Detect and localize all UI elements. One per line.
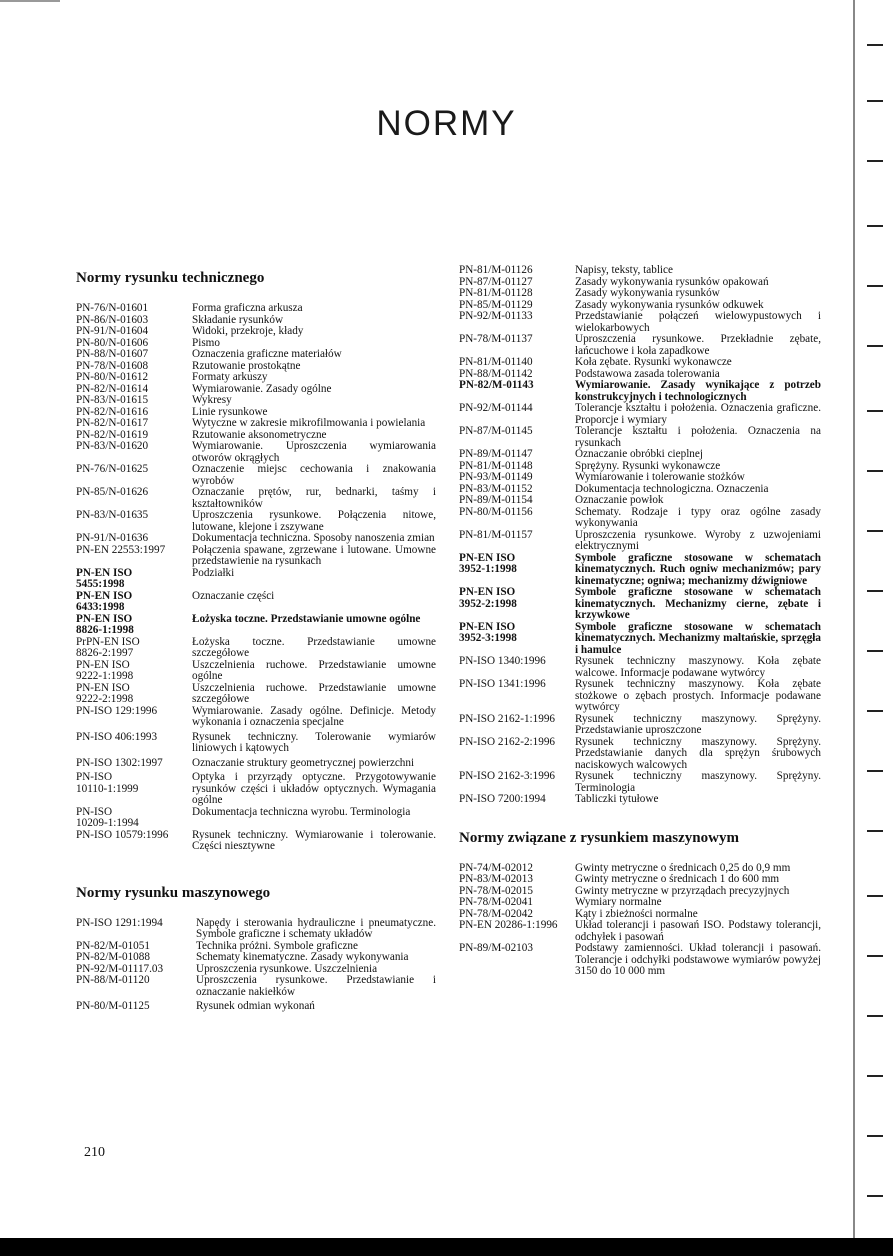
standard-description: Schematy. Rodzaje i typy oraz ogólne zasady wykonywania [575,505,821,529]
standard-entry [76,303,436,315]
standard-description: Forma graficzna arkusza [192,302,303,314]
standard-entry [459,897,821,909]
standard-description: Połączenia spawane, zgrzewane i lutowane. Umowne przedstawienie na rysunkach [192,543,436,567]
standard-code: PN-87/M-01145 [459,425,533,437]
standard-code: PN-ISO 2162-3:1996 [459,770,556,782]
standard-code: PN-ISO 2162-2:1996 [459,735,556,748]
standard-description: Wymiarowanie. Zasady ogólne [192,382,332,395]
standard-description: Łożyska toczne. Przedstawianie umowne ogólne [192,612,421,625]
standard-code: PN-83/N-01615 [76,394,149,406]
standard-entry [459,737,821,772]
standard-entry [459,357,821,369]
standard-code: PN-EN ISO 3952-3:1998 [459,620,517,644]
standard-entry [76,807,436,830]
edge-mark [867,410,883,412]
standard-entry [459,794,821,806]
standard-description: Napędy i sterowania hydrauliczne i pneumatyczne. Symbole graficzne i schematy układów [196,916,436,940]
standard-entry [76,568,436,591]
standard-code: PN-82/N-01616 [76,405,149,418]
standard-description: Gwinty metryczne o średnicach 1 do 600 mm [575,873,780,885]
standard-description: Widoki, przekroje, kłady [192,325,304,337]
standard-description: Zasady wykonywania rysunków odkuwek [575,298,764,311]
standard-entry [76,349,436,361]
standard-description: Składanie rysunków [192,313,284,326]
standard-description: Rysunek techniczny maszynowy. Koła zębate walcowe. Informacje podawane wytwórcy [575,655,821,679]
standard-code: PN-81/M-01128 [459,287,533,299]
related-standards-list [459,863,821,978]
standard-description: Koła zębate. Rysunki wykonawcze [575,356,732,368]
standard-code: PN-ISO 129:1996 [76,704,158,717]
standard-description: Gwinty metryczne o średnicach 0,25 do 0,9 mm [575,861,791,874]
standard-description: Wymiarowanie. Zasady ogólne. Definicje. Metody wykonania i oznaczenia specjalne [192,704,436,728]
edge-mark [867,1135,883,1137]
standard-entry [76,975,436,998]
edge-mark [867,225,883,227]
edge-mark [867,1075,883,1077]
scan-edge-marks [853,0,893,1256]
standard-entry [459,587,821,622]
standard-description: Pismo [192,336,220,349]
standard-code: PN-78/M-02041 [459,896,533,908]
standard-code: PN-82/M-01088 [76,951,150,963]
standard-description: Zasady wykonywania rysunków [575,287,720,299]
standard-description: Wymiarowanie. Uproszczenia wymiarowania otworów okrągłych [192,440,436,464]
standard-entry [459,530,821,553]
standard-code: PN-81/M-01157 [459,528,533,541]
standard-description: Uproszczenia rysunkowe. Wyroby z uzwojeniami elektrycznymi [575,528,821,552]
standard-entry [76,441,436,464]
edge-mark [867,895,883,897]
standard-code: PN-91/N-01636 [76,532,149,544]
standard-code: PN-93/M-01149 [459,471,533,483]
standard-description: Oznaczanie struktury geometrycznej powierzchni [192,756,415,769]
edge-mark [867,1015,883,1017]
left-column [76,270,436,1013]
right-column [459,265,821,978]
edge-mark [867,770,883,772]
edge-mark [867,530,883,532]
scan-top-edge [0,0,60,2]
standard-code: PN-92/M-01133 [459,310,533,322]
edge-mark [867,830,883,832]
standard-description: Tolerancje kształtu i położenia. Oznaczenia graficzne. Proporcje i wymiary [575,402,821,426]
machine-drawing-list-continued [459,265,821,806]
standard-description: Uproszczenia rysunkowe. Połączenia nitowe, lutowane, klejone i zszywane [192,509,436,533]
standard-code: PN-86/N-01603 [76,313,149,326]
standard-description: Układ tolerancji i pasowań ISO. Podstawy tolerancji, odchyłek i pasowań [575,919,821,943]
standard-code: PN-74/M-02012 [459,861,533,874]
standard-code: PN-80/M-01156 [459,505,533,518]
standard-entry [76,418,436,430]
standard-code: PN-81/M-01140 [459,356,533,368]
standard-code: PN-76/N-01601 [76,302,149,314]
standard-entry [459,265,821,277]
standard-code: PN-ISO 1340:1996 [459,655,546,667]
standard-description: Dokumentacja technologiczna. Oznaczenia [575,482,769,495]
standard-code: PN-82/M-01051 [76,939,150,952]
standard-code: PN-89/M-01154 [459,494,533,506]
standard-code: PN-76/N-01625 [76,463,149,475]
standard-code: PN-83/N-01635 [76,509,149,521]
standard-code: PN-89/M-01147 [459,448,533,460]
edge-mark [867,955,883,957]
standard-description: Optyka i przyrządy optyczne. Przygotowywanie rysunków części i układów optycznych. Wymagania ogólne [192,771,436,806]
standard-code: PN-85/M-01129 [459,298,533,311]
edge-mark [867,470,883,472]
edge-mark [867,710,883,712]
standard-code: PN-EN ISO 5455:1998 [76,566,133,590]
standard-description: Formaty arkuszy [192,371,268,383]
standard-entry [76,591,436,614]
standard-description: Wykresy [192,394,232,406]
standard-code: PN-78/M-02042 [459,907,533,920]
standard-entry [459,771,821,794]
standard-code: PN-88/M-01142 [459,367,533,380]
standard-entry [459,714,821,737]
edge-mark [867,1195,883,1197]
standard-entry [76,755,436,770]
standard-entry [459,943,821,978]
standard-entry [459,553,821,588]
standard-description: Rzutowanie prostokątne [192,359,301,372]
scan-bottom-edge [0,1238,893,1256]
edge-mark [867,100,883,102]
standard-code: PN-ISO 406:1993 [76,730,158,743]
standard-entry [459,472,821,484]
standard-entry [76,706,436,729]
edge-mark [867,345,883,347]
standard-entry [459,656,821,679]
standard-description: Symbole graficzne stosowane w schematach kinematycznych. Ruch ogniw mechanizmów; pary kinematyczne; ogniwa; mechanizmy dźwigniowe [575,551,821,587]
standard-code: PN-ISO 1291:1994 [76,916,163,929]
standard-description: Napisy, teksty, tablice [575,264,673,276]
standard-code: PN-82/N-01614 [76,382,149,395]
standard-entry [76,918,436,941]
standard-code: PN-ISO 1302:1997 [76,756,163,769]
standard-code: PN-ISO 1341:1996 [459,678,546,690]
standard-description: Podstawy zamienności. Układ tolerancji i pasowań. Tolerancje i odchyłki podstawowe wymiarów powyżej 3150 do 10 000 mm [575,942,821,977]
standard-entry [459,495,821,507]
standard-entry [76,830,436,853]
standard-entry [76,769,436,807]
standard-description: Rysunek techniczny maszynowy. Sprężyny. Terminologia [575,770,821,794]
standard-description: Uproszczenia rysunkowe. Uszczelnienia [196,962,378,975]
standard-code: PN-82/N-01617 [76,417,149,429]
standard-description: Podstawowa zasada tolerowania [575,367,720,380]
page-title: NORMY [376,104,517,143]
standard-description: Przedstawianie połączeń wielowypustowych i wielokarbowych [575,310,821,334]
standard-code: PN-92/M-01117.03 [76,962,164,975]
standard-description: Uproszczenia rysunkowe. Przekładnie zębate, łańcuchowe i koła zapadkowe [575,333,821,357]
standard-description: Zasady wykonywania rysunków opakowań [575,275,769,288]
page-number: 210 [84,1145,105,1160]
standard-code: PN-82/M-01143 [459,379,534,391]
standard-description: Symbole graficzne stosowane w schematach kinematycznych. Mechanizmy cierne, zębate i krzywkowe [575,586,821,621]
standard-code: PN-81/M-01148 [459,459,533,472]
standard-code: PN-89/M-02103 [459,942,533,954]
standard-code: PN-ISO 10110-1:1999 [76,771,139,795]
standard-code: PN-ISO 2162-1:1996 [459,712,556,725]
machine-drawing-list [76,918,436,1013]
standard-code: PN-82/N-01619 [76,428,149,441]
standard-code: PN-EN ISO 6433:1998 [76,589,133,613]
standard-entry [76,729,436,755]
standard-entry [459,426,821,449]
standard-description: Technika próżni. Symbole graficzne [196,939,358,952]
standard-entry [459,403,821,426]
standard-description: Dokumentacja techniczna. Sposoby nanoszenia zmian [192,532,435,544]
standard-description: Tolerancje kształtu i położenia. Oznaczenia na rysunkach [575,425,821,449]
scan-right-edge-line [853,0,855,1256]
standard-code: PN-91/N-01604 [76,325,149,337]
standard-entry [459,380,821,403]
standard-code: PN-80/N-01606 [76,336,149,349]
section-title-technical-drawing: Normy rysunku technicznego [76,270,265,286]
standard-description: Rysunek techniczny maszynowy. Sprężyny. Przedstawianie uproszczone [575,712,821,736]
standard-code: PN-80/M-01125 [76,1000,150,1012]
standard-entry [76,372,436,384]
standard-code: PN-83/M-02013 [459,873,533,885]
standard-description: Łożyska toczne. Przedstawianie umowne szczegółowe [192,635,436,659]
standard-description: Rysunek techniczny maszynowy. Koła zębate stożkowe o zębach prostych. Informacje podawane wytwórcy [575,678,821,713]
standard-entry [459,622,821,657]
standard-code: PN-81/M-01126 [459,264,533,276]
standard-entry [76,510,436,533]
standard-description: Oznaczanie powłok [575,494,664,506]
standard-description: Rysunek techniczny maszynowy. Sprężyny. Przedstawianie danych dla sprężyn śrubowych naciskowych walcowych [575,735,821,771]
standard-description: Rysunek techniczny. Wymiarowanie i tolerowanie. Części niesztywne [192,828,436,852]
standard-description: Rysunek techniczny. Tolerowanie wymiarów liniowych i kątowych [192,730,436,754]
standard-code: PN-88/N-01607 [76,348,149,360]
standard-code: PN-87/M-01127 [459,275,533,288]
standard-description: Oznaczenia graficzne materiałów [192,348,342,360]
standard-code: PN-83/M-01152 [459,482,533,495]
standard-code: PN-EN 22553:1997 [76,543,166,556]
standard-description: Oznaczanie części [192,589,275,602]
edge-mark [867,44,883,46]
standard-entry [76,395,436,407]
standard-entry [76,545,436,568]
standard-code: PN-EN ISO 3952-1:1998 [459,551,517,575]
standard-entry [459,920,821,943]
standard-entry [76,637,436,660]
standard-description: Sprężyny. Rysunki wykonawcze [575,459,721,472]
standard-code: PN-78/M-01137 [459,333,533,345]
standard-description: Kąty i zbieżności normalne [575,907,698,920]
standard-entry [459,507,821,530]
standard-entry [76,487,436,510]
standard-description: Linie rysunkowe [192,405,268,418]
standard-code: PN-78/M-02015 [459,884,533,897]
standard-code: PN-ISO 10209-1:1994 [76,805,139,829]
standard-code: PN-EN ISO 9222-1:1998 [76,658,134,682]
standard-description: Wymiarowanie. Zasady wynikające z potrzeb konstrukcyjnych i technologicznych [575,379,821,403]
standard-code: PN-EN ISO 8826-1:1998 [76,612,134,636]
standard-code: PN-78/N-01608 [76,359,149,372]
edge-mark [867,285,883,287]
edge-mark [867,590,883,592]
standard-entry [76,998,436,1013]
standard-code: PN-ISO 7200:1994 [459,793,546,805]
standard-description: Podziałki [192,566,235,579]
standard-entry [76,660,436,683]
standard-entry [459,449,821,461]
standard-code: PN-83/N-01620 [76,440,149,452]
standard-code: PN-EN 20286-1:1996 [459,919,558,931]
standard-code: PN-EN ISO 9222-2:1998 [76,681,134,705]
standard-description: Oznaczanie obróbki cieplnej [575,448,703,460]
standard-entry [459,311,821,334]
standard-entry [76,326,436,338]
standard-entry [76,952,436,964]
technical-drawing-list [76,303,436,853]
standard-description: Uszczelnienia ruchowe. Przedstawianie umowne szczegółowe [192,681,436,705]
standard-code: PN-EN ISO 3952-2:1998 [459,586,517,610]
standard-description: Rysunek odmian wykonań [196,1000,315,1012]
standard-description: Rzutowanie aksonometryczne [192,428,327,441]
edge-mark [867,650,883,652]
standard-entry [76,533,436,545]
standard-description: Schematy kinematyczne. Zasady wykonywania [196,951,409,963]
standard-description: Uszczelnienia ruchowe. Przedstawianie umowne ogólne [192,658,436,682]
standard-code: PN-85/N-01626 [76,486,149,498]
standard-entry [459,874,821,886]
standard-description: Oznaczenie miejsc cechowania i znakowania wyrobów [192,463,436,487]
standard-description: Oznaczanie prętów, rur, bednarki, taśmy i kształtowników [192,486,436,510]
standard-entry [76,683,436,706]
standard-entry [459,334,821,357]
standard-code: PN-92/M-01144 [459,402,533,414]
standard-description: Wymiarowanie i tolerowanie stożków [575,471,745,483]
standard-description: Symbole graficzne stosowane w schematach kinematycznych. Mechanizmy maltańskie, sprzęgła i hamulce [575,620,821,656]
standard-description: Dokumentacja techniczna wyrobu. Terminologia [192,805,411,818]
standard-entry [459,679,821,714]
standard-entry [76,464,436,487]
standard-code: PN-88/M-01120 [76,974,150,986]
standard-description: Gwinty metryczne w przyrządach precyzyjnych [575,884,790,897]
standard-entry [76,614,436,637]
standard-code: PrPN-EN ISO 8826-2:1997 [76,635,140,659]
standard-description: Wymiary normalne [575,896,662,908]
standard-entry [459,288,821,300]
standard-code: PN-ISO 10579:1996 [76,828,169,841]
section-title-machine-drawing: Normy rysunku maszynowego [76,884,271,901]
standard-description: Tabliczki tytułowe [575,793,659,805]
standard-code: PN-80/N-01612 [76,371,149,383]
section-title-related-standards: Normy związane z rysunkiem maszynowym [459,829,739,846]
edge-mark [867,160,883,162]
standard-description: Uproszczenia rysunkowe. Przedstawianie i oznaczanie nakiełków [196,974,436,998]
standard-description: Wytyczne w zakresie mikrofilmowania i powielania [192,417,426,429]
